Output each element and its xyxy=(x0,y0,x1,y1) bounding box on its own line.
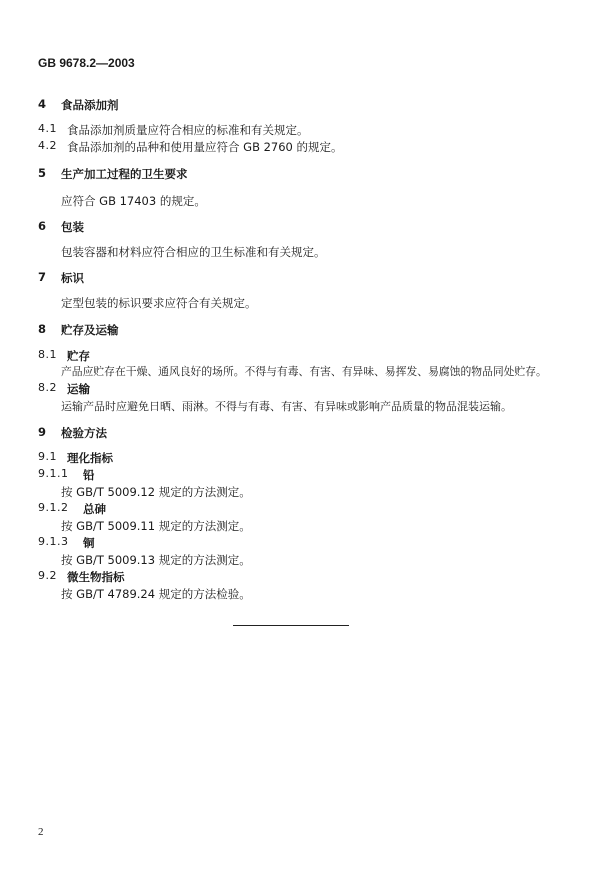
section-4-number: 4 xyxy=(38,97,47,111)
clause-9-2-number: 9.2 xyxy=(38,569,57,582)
clause-9-1-number: 9.1 xyxy=(38,450,57,463)
section-9-title: 检验方法 xyxy=(61,426,107,440)
section-7-text: 定型包装的标识要求应符合有关规定。 xyxy=(61,296,257,310)
section-9-number: 9 xyxy=(38,425,47,439)
clause-9-1-3-number: 9.1.3 xyxy=(38,535,69,548)
section-6-text: 包装容器和材料应符合相应的卫生标准和有关规定。 xyxy=(61,245,326,259)
section-8-title: 贮存及运输 xyxy=(61,323,119,337)
clause-9-1-1-number: 9.1.1 xyxy=(38,467,69,480)
clause-4-1-text: 食品添加剂质量应符合相应的标准和有关规定。 xyxy=(67,123,309,137)
clause-9-1-2-number: 9.1.2 xyxy=(38,501,69,514)
clause-9-1-2-text: 按 GB/T 5009.11 规定的方法测定。 xyxy=(61,519,251,533)
section-8-number: 8 xyxy=(38,322,47,336)
clause-8-1-title: 贮存 xyxy=(67,349,90,363)
end-of-document-rule xyxy=(233,625,349,626)
section-6-title: 包装 xyxy=(61,220,84,234)
section-7-number: 7 xyxy=(38,270,47,284)
clause-9-1-title: 理化指标 xyxy=(67,451,113,465)
clause-9-1-1-text: 按 GB/T 5009.12 规定的方法测定。 xyxy=(61,485,251,499)
document-header: GB 9678.2—2003 xyxy=(38,56,135,70)
section-5-title: 生产加工过程的卫生要求 xyxy=(61,167,188,181)
section-4-title: 食品添加剂 xyxy=(61,98,119,112)
section-5-text: 应符合 GB 17403 的规定。 xyxy=(61,194,206,208)
clause-4-2-number: 4.2 xyxy=(38,139,57,152)
page-number: 2 xyxy=(38,826,44,838)
clause-9-1-3-title: 铜 xyxy=(83,536,95,550)
clause-9-1-1-title: 铅 xyxy=(83,468,95,482)
clause-8-2-number: 8.2 xyxy=(38,381,57,394)
clause-8-2-title: 运输 xyxy=(67,382,90,396)
section-7-title: 标识 xyxy=(61,271,84,285)
section-6-number: 6 xyxy=(38,219,47,233)
clause-9-1-2-title: 总砷 xyxy=(83,502,106,516)
clause-8-2-text: 运输产品时应避免日晒、雨淋。不得与有毒、有害、有异味或影响产品质量的物品混装运输。 xyxy=(61,400,512,413)
clause-9-2-title: 微生物指标 xyxy=(67,570,125,584)
section-5-number: 5 xyxy=(38,166,47,180)
clause-4-1-number: 4.1 xyxy=(38,122,57,135)
clause-9-2-text: 按 GB/T 4789.24 规定的方法检验。 xyxy=(61,587,251,601)
clause-9-1-3-text: 按 GB/T 5009.13 规定的方法测定。 xyxy=(61,553,251,567)
clause-4-2-text: 食品添加剂的品种和使用量应符合 GB 2760 的规定。 xyxy=(67,140,343,154)
clause-8-1-text: 产品应贮存在干燥、通风良好的场所。不得与有毒、有害、有异味、易挥发、易腐蚀的物品同处贮存。 xyxy=(61,365,547,378)
clause-8-1-number: 8.1 xyxy=(38,348,57,361)
